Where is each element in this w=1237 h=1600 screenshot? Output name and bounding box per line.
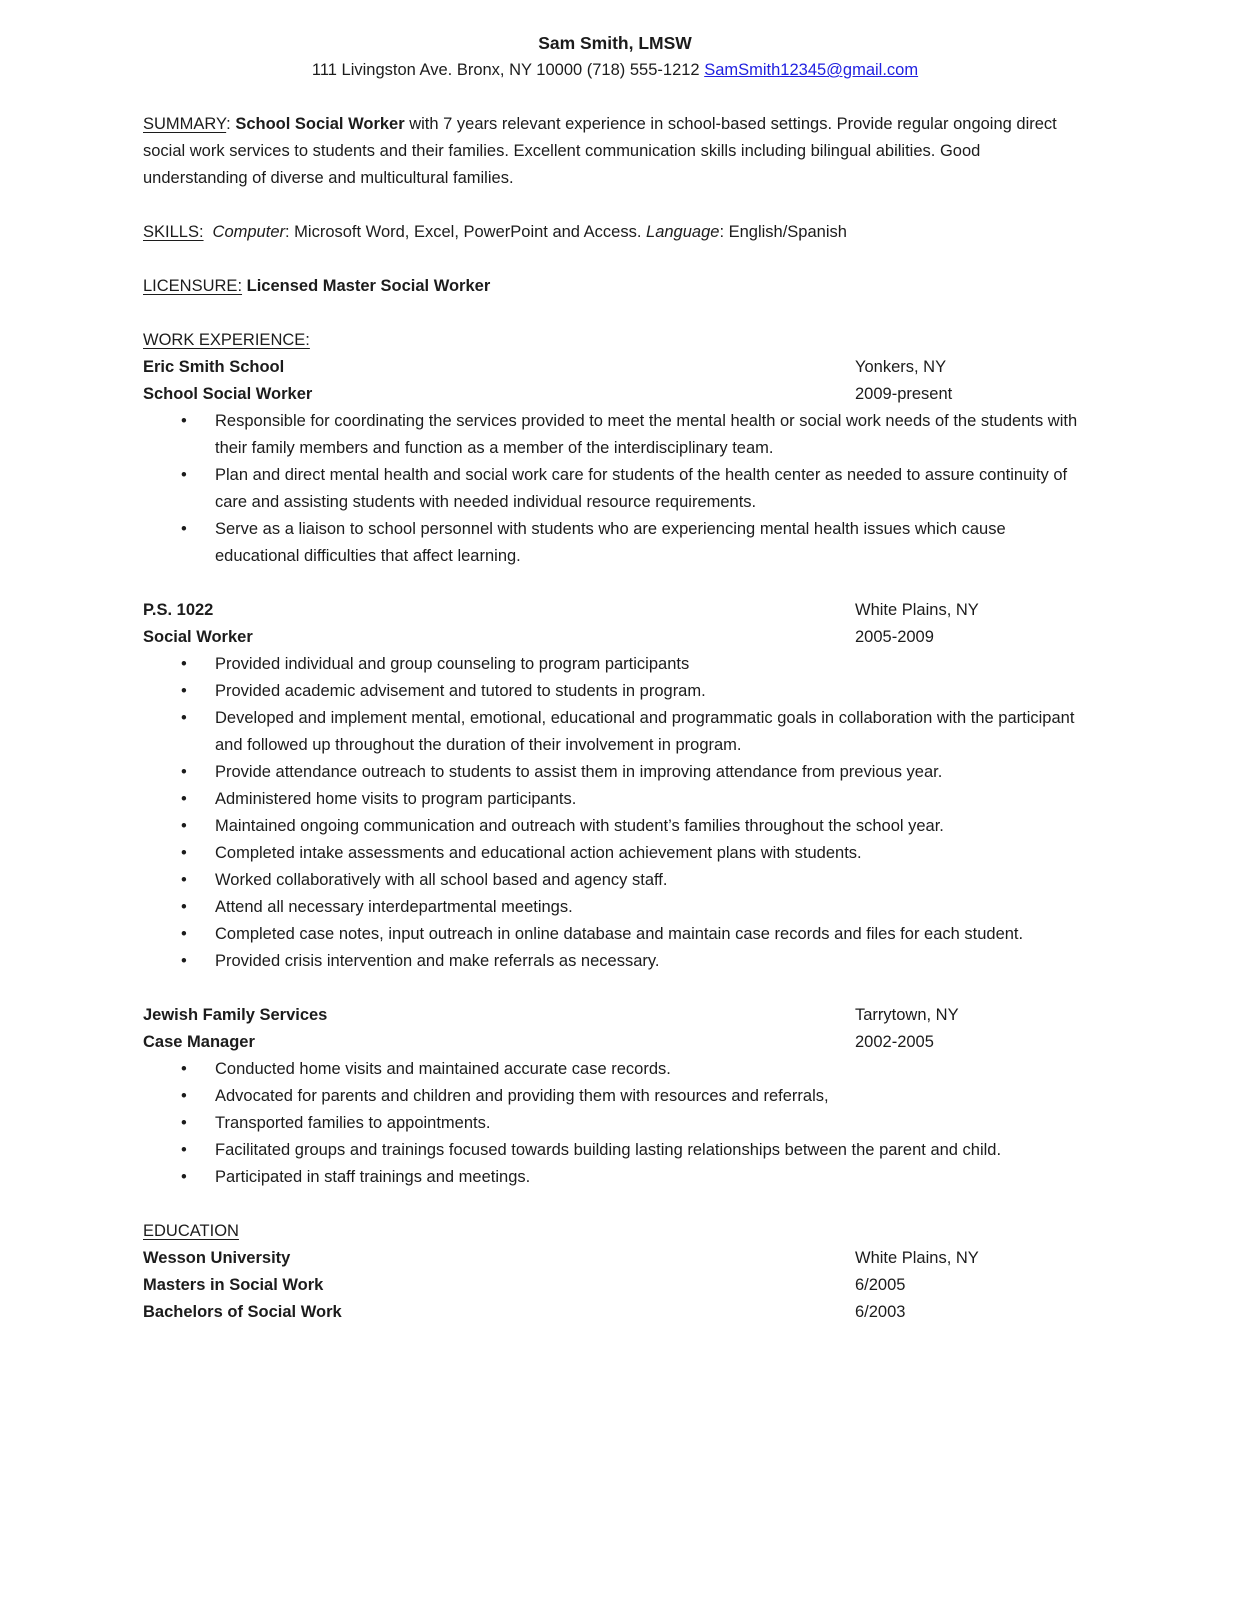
- employer-name: P.S. 1022: [143, 601, 214, 619]
- job-title: Case Manager: [143, 1033, 255, 1051]
- job-location: Tarrytown, NY: [855, 1006, 959, 1024]
- bullet-item: • Provide attendance outreach to students to assist them in improving attendance from previous year.: [143, 759, 1087, 786]
- bullet-item: • Serve as a liaison to school personnel with students who are experiencing mental health issues which cause educational difficulties that affect learning.: [143, 516, 1087, 570]
- bullet-item: • Attend all necessary interdepartmental meetings.: [143, 894, 1087, 921]
- job-dates: 2005-2009: [855, 628, 934, 646]
- degree-name: Masters in Social Work: [143, 1276, 324, 1294]
- degree-row: [143, 1299, 1087, 1326]
- bullet-item: • Provided individual and group counseling to program participants: [143, 651, 1087, 678]
- bullet-item: • Administered home visits to program participants.: [143, 786, 1087, 813]
- skills-language-label: Language: [646, 223, 720, 241]
- job-bullets: [143, 651, 1087, 975]
- licensure-line: [143, 273, 1087, 300]
- bullet-item: • Maintained ongoing communication and outreach with student’s families throughout the school year.: [143, 813, 1087, 840]
- candidate-name: Sam Smith, LMSW: [538, 33, 692, 53]
- job-location: White Plains, NY: [855, 601, 979, 619]
- bullet-item: • Completed case notes, input outreach in online database and maintain case records and files for each student.: [143, 921, 1087, 948]
- bullet-item: • Participated in staff trainings and meetings.: [143, 1164, 1087, 1191]
- job-block: [143, 597, 1087, 975]
- contact-line: [143, 57, 1087, 84]
- bullet-item: • Plan and direct mental health and social work care for students of the health center as needed to assure continuity of care and assisting students with needed individual resource requirements.: [143, 462, 1087, 516]
- bullet-item: • Worked collaboratively with all school based and agency staff.: [143, 867, 1087, 894]
- job-title: Social Worker: [143, 628, 253, 646]
- contact-text: 111 Livingston Ave. Bronx, NY 10000 (718) 555-1212: [311, 61, 705, 79]
- jobs-container: [143, 354, 1087, 1191]
- job-header-row: [143, 1002, 1087, 1029]
- skills-language-text: : English/Spanish: [719, 223, 847, 241]
- job-title-row: [143, 1029, 1087, 1056]
- bullet-item: • Responsible for coordinating the services provided to meet the mental health or social work needs of the students with their family members and function as a member of the interdisciplinary team.: [143, 408, 1087, 462]
- work-experience-heading: WORK EXPERIENCE:: [143, 331, 310, 349]
- bullet-item: • Provided academic advisement and tutored to students in program.: [143, 678, 1087, 705]
- job-title-row: [143, 381, 1087, 408]
- bullet-item: • Provided crisis intervention and make referrals as necessary.: [143, 948, 1087, 975]
- bullet-item: • Completed intake assessments and educational action achievement plans with students.: [143, 840, 1087, 867]
- job-dates: 2002-2005: [855, 1033, 934, 1051]
- degree-date: 6/2005: [855, 1276, 906, 1294]
- licensure-label: LICENSURE:: [143, 277, 243, 295]
- school-location: White Plains, NY: [855, 1249, 979, 1267]
- job-block: [143, 354, 1087, 570]
- job-title: School Social Worker: [143, 385, 313, 403]
- education-school-row: [143, 1245, 1087, 1272]
- job-location: Yonkers, NY: [855, 358, 947, 376]
- employer-name: Jewish Family Services: [143, 1006, 328, 1024]
- job-header-row: [143, 354, 1087, 381]
- summary-separator: :: [226, 115, 236, 133]
- job-dates: 2009-present: [855, 385, 953, 403]
- education-section: [143, 1218, 1087, 1326]
- degree-row: [143, 1272, 1087, 1299]
- skills-computer-text: : Microsoft Word, Excel, PowerPoint and Access.: [285, 223, 647, 241]
- employer-name: Eric Smith School: [143, 358, 285, 376]
- degree-name: Bachelors of Social Work: [143, 1303, 342, 1321]
- skills-line: [143, 219, 1087, 246]
- bullet-item: • Advocated for parents and children and providing them with resources and referrals,: [143, 1083, 1087, 1110]
- summary-text: with 7 years relevant experience in school-based settings. Provide regular ongoing direct social work services to students and their families. Excellent communication skills including bilingual abilities. Good understanding of diverse and multicultural families.: [143, 115, 1057, 187]
- degree-date: 6/2003: [855, 1303, 906, 1321]
- bullet-item: • Developed and implement mental, emotional, educational and programmatic goals in collaboration with the participant and followed up throughout the duration of their involvement in program.: [143, 705, 1087, 759]
- skills-computer-label: Computer: [212, 223, 285, 241]
- school-name: Wesson University: [143, 1249, 291, 1267]
- bullet-item: • Conducted home visits and maintained accurate case records.: [143, 1056, 1087, 1083]
- job-header-row: [143, 597, 1087, 624]
- education-rows: [143, 1245, 1087, 1326]
- skills-label: SKILLS:: [143, 223, 204, 241]
- summary-label: SUMMARY: [143, 115, 227, 133]
- work-experience-section: [143, 327, 1087, 1191]
- bullet-item: • Transported families to appointments.: [143, 1110, 1087, 1137]
- summary-paragraph: [143, 111, 1087, 192]
- licensure-value: Licensed Master Social Worker: [246, 277, 491, 295]
- education-heading: EDUCATION: [143, 1222, 239, 1240]
- job-bullets: [143, 1056, 1087, 1191]
- job-title-row: [143, 624, 1087, 651]
- job-bullets: [143, 408, 1087, 570]
- summary-highlight: School Social Worker: [235, 115, 405, 133]
- email-link[interactable]: SamSmith12345@gmail.com: [704, 61, 919, 79]
- bullet-item: • Facilitated groups and trainings focused towards building lasting relationships between the parent and child.: [143, 1137, 1087, 1164]
- job-block: [143, 1002, 1087, 1191]
